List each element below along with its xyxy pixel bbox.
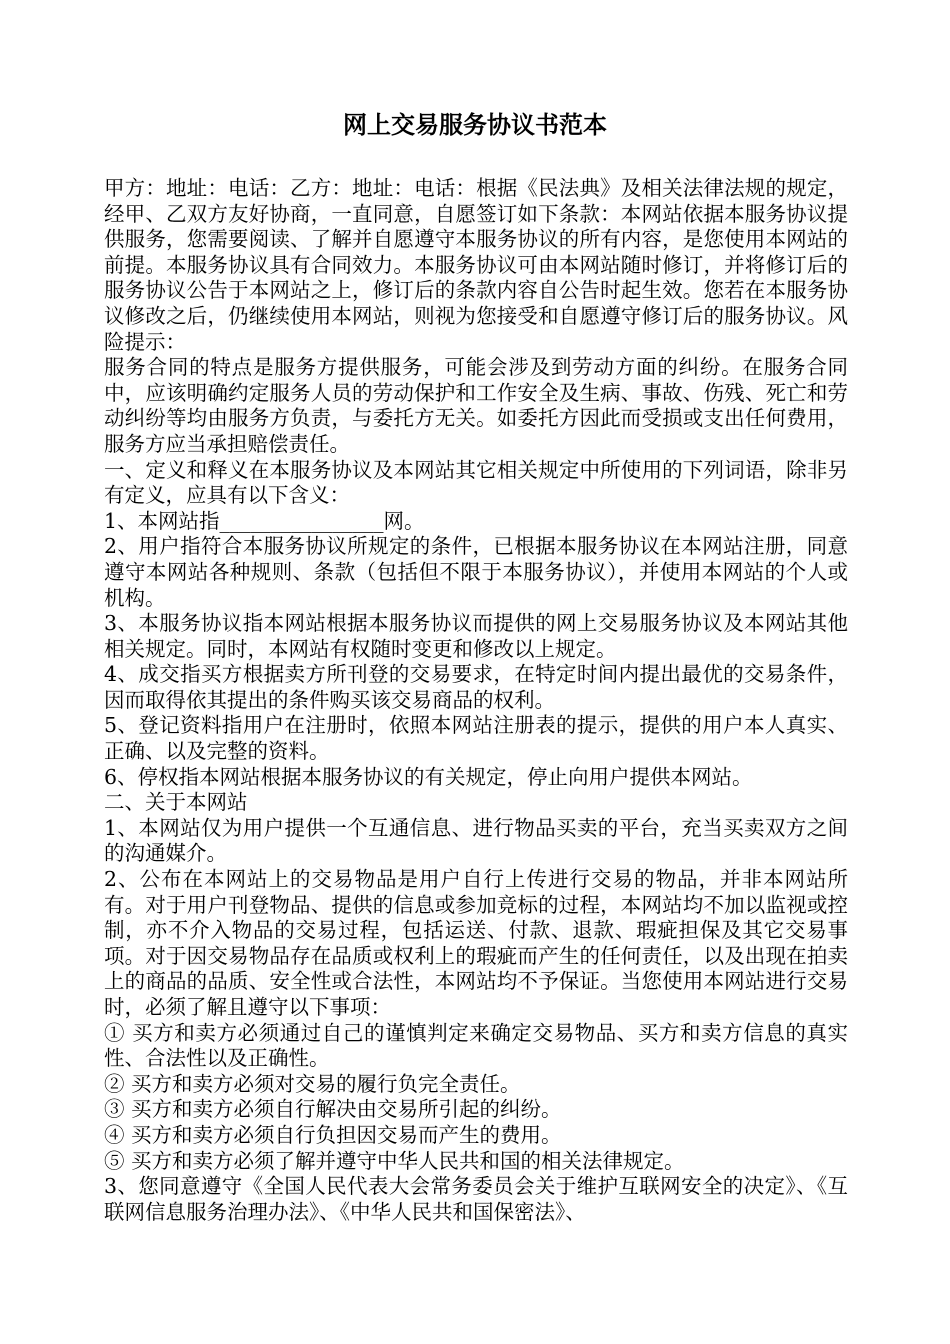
section-heading-about: 二、关于本网站 bbox=[104, 790, 248, 815]
about-item-listings: 2、公布在本网站上的交易物品是用户自行上传进行交易的物品，并非本网站所有。对于用户刊登物品、提供的信息或参加竞标的过程，本网站均不加以监视或控制，亦不介入物品的交易过程，包括运送、付款、退款、瑕疵担保及其它交易事项。对于因交易物品存在品质或权利上的瑕疵而产生的任何责任，以及出现在拍卖上的商品的品质、安全性或合法性，本网站均不予保证。当您使用本网站进行交易时，必须了解且遵守以下事项： bbox=[104, 867, 848, 1019]
definition-item-website: 1、本网站指________________网。 bbox=[104, 508, 425, 533]
list-item-costs: ④ 买方和卖方必须自行负担因交易而产生的费用。 bbox=[104, 1122, 562, 1147]
paragraph-preamble: 甲方：地址：电话：乙方：地址：电话：根据《民法典》及相关法律法规的规定，经甲、乙双方友好协商，一直同意，自愿签订如下条款：本网站依据本服务协议提供服务，您需要阅读、了解并自愿遵守本服务协议的所有内容，是您使用本网站的前提。本服务协议具有合同效力。本服务协议可由本网站随时修订，并将修订后的服务协议公告于本网站之上，修订后的条款内容自公告时起生效。您若在本服务协议修改之后，仍继续使用本网站，则视为您接受和自愿遵守修订后的服务协议。风险提示： bbox=[104, 176, 848, 354]
list-item-responsibility: ② 买方和卖方必须对交易的履行负完全责任。 bbox=[104, 1071, 521, 1096]
definition-item-deal: 4、成交指买方根据卖方所刊登的交易要求，在特定时间内提出最优的交易条件，因而取得依其提出的条件购买该交易商品的权利。 bbox=[104, 662, 848, 712]
definition-item-suspension: 6、停权指本网站根据本服务协议的有关规定，停止向用户提供本网站。 bbox=[104, 764, 753, 789]
about-item-compliance: 3、您同意遵守《全国人民代表大会常务委员会关于维护互联网安全的决定》、《互联网信息服务治理办法》、《中华人民共和国保密法》、 bbox=[104, 1174, 848, 1224]
definition-item-registration: 5、登记资料指用户在注册时，依照本网站注册表的提示，提供的用户本人真实、正确、以及完整的资料。 bbox=[104, 713, 848, 764]
list-item-verify: ① 买方和卖方必须通过自己的谨慎判定来确定交易物品、买方和卖方信息的真实性、合法性以及正确性。 bbox=[104, 1020, 848, 1071]
section-heading-definitions: 一、定义和释义在本服务协议及本网站其它相关规定中所使用的下列词语，除非另有定义，应具有以下含义： bbox=[104, 457, 848, 508]
list-item-disputes: ③ 买方和卖方必须自行解决由交易所引起的纠纷。 bbox=[104, 1097, 562, 1122]
list-item-laws: ⑤ 买方和卖方必须了解并遵守中华人民共和国的相关法律规定。 bbox=[104, 1148, 685, 1173]
about-item-platform: 1、本网站仅为用户提供一个互通信息、进行物品买卖的平台，充当买卖双方之间的沟通媒介。 bbox=[104, 815, 848, 866]
definition-item-user: 2、用户指符合本服务协议所规定的条件，已根据本服务协议在本网站注册，同意遵守本网站各种规则、条款（包括但不限于本服务协议），并使用本网站的个人或机构。 bbox=[104, 534, 848, 610]
paragraph-risk-notice: 服务合同的特点是服务方提供服务，可能会涉及到劳动方面的纠纷。在服务合同中，应该明确约定服务人员的劳动保护和工作安全及生病、事故、伤残、死亡和劳动纠纷等均由服务方负责，与委托方无关。如委托方因此而受损或支出任何费用，服务方应当承担赔偿责任。 bbox=[104, 355, 848, 456]
document-title: 网上交易服务协议书范本 bbox=[343, 111, 607, 139]
document-body bbox=[104, 176, 848, 1225]
definition-item-agreement: 3、本服务协议指本网站根据本服务协议而提供的网上交易服务协议及本网站其他相关规定。同时，本网站有权随时变更和修改以上规定。 bbox=[104, 611, 848, 661]
